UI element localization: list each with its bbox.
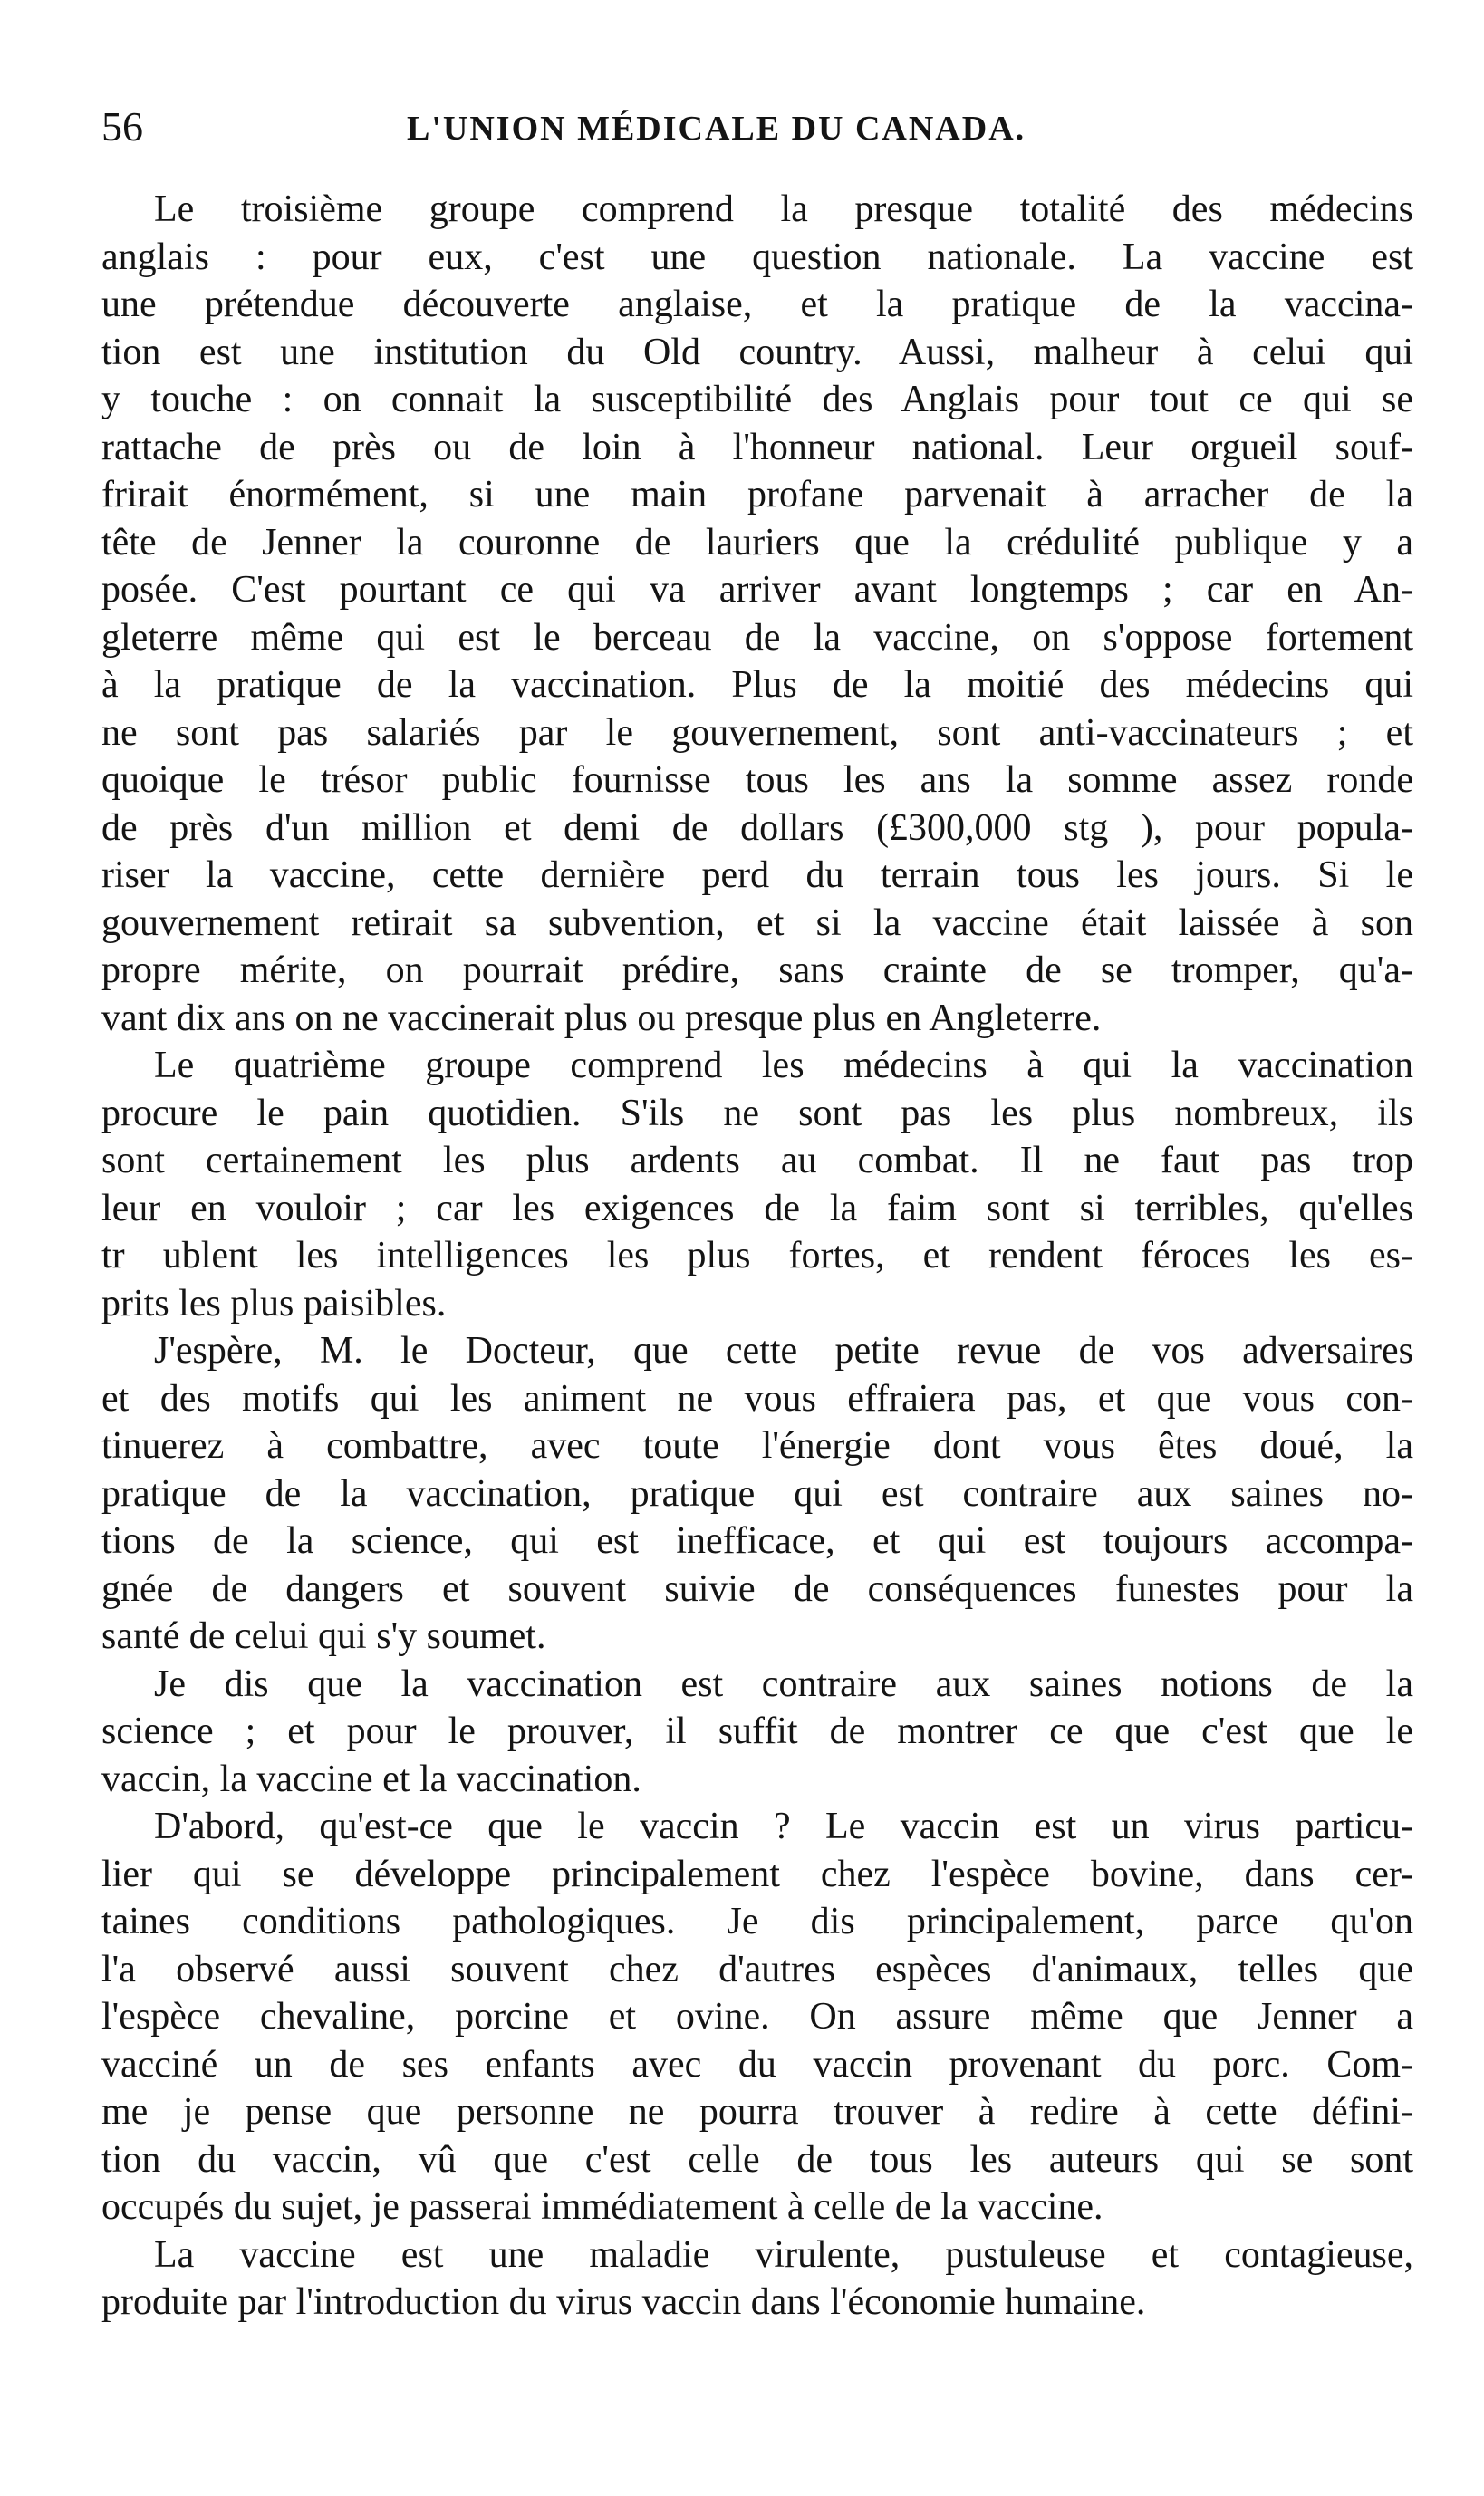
text-line: pratique de la vaccination, pratique qui est contraire aux saines no-	[101, 1472, 1413, 1515]
text-line: tête de Jenner la couronne de lauriers que la crédulité publique y a	[101, 521, 1413, 564]
text-line: tr ublent les intelligences les plus fortes, et rendent féroces les es-	[101, 1235, 1413, 1277]
text-line: et des motifs qui les animent ne vous effraiera pas, et que vous con-	[101, 1377, 1413, 1420]
text-line: prits les plus paisibles.	[101, 1282, 447, 1325]
text-line: tinuerez à combattre, avec toute l'énergie dont vous êtes doué, la	[101, 1425, 1413, 1467]
text-line: ne sont pas salariés par le gouvernement, sont anti-vaccinateurs ; et	[101, 711, 1413, 754]
text-line: sont certainement les plus ardents au combat. Il ne faut pas trop	[101, 1140, 1413, 1181]
text-line: procure le pain quotidien. S'ils ne sont pas les plus nombreux, ils	[101, 1092, 1413, 1134]
text-line: J'espère, M. le Docteur, que cette petite revue de vos adversaires	[154, 1330, 1413, 1372]
text-line: Le quatrième groupe comprend les médecins à qui la vaccination	[154, 1045, 1413, 1086]
text-line: occupés du sujet, je passerai immédiatement à celle de la vaccine.	[101, 2186, 1103, 2228]
text-line: lier qui se développe principalement chez l'espèce bovine, dans cer-	[101, 1853, 1413, 1895]
text-line: me je pense que personne ne pourra trouver à redire à cette défini-	[101, 2091, 1413, 2133]
body-text	[101, 186, 1413, 2327]
text-line: une prétendue découverte anglaise, et la pratique de la vaccina-	[101, 284, 1413, 325]
text-line: gleterre même qui est le berceau de la vaccine, on s'oppose fortement	[101, 616, 1413, 659]
text-line: riser la vaccine, cette dernière perd du terrain tous les jours. Si le	[101, 854, 1413, 896]
text-line: Je dis que la vaccination est contraire aux saines notions de la	[154, 1662, 1413, 1705]
text-line: quoique le trésor public fournisse tous les ans la somme assez ronde	[101, 759, 1413, 801]
text-line: rattache de près ou de loin à l'honneur national. Leur orgueil souf-	[101, 426, 1413, 468]
text-line: La vaccine est une maladie virulente, pustuleuse et contagieuse,	[154, 2233, 1413, 2276]
text-line: D'abord, qu'est-ce que le vaccin ? Le vaccin est un virus particu-	[154, 1806, 1413, 1847]
text-line: vaccin, la vaccine et la vaccination.	[101, 1758, 641, 1800]
text-line: leur en vouloir ; car les exigences de la faim sont si terribles, qu'elles	[101, 1187, 1413, 1229]
text-line: gouvernement retirait sa subvention, et si la vaccine était laissée à son	[101, 901, 1413, 944]
text-line: l'a observé aussi souvent chez d'autres espèces d'animaux, telles que	[101, 1948, 1413, 1990]
text-line: de près d'un million et demi de dollars (£300,000 stg ), pour popula-	[101, 806, 1413, 849]
text-line: science ; et pour le prouver, il suffit de montrer ce que c'est que le	[101, 1711, 1413, 1752]
text-line: à la pratique de la vaccination. Plus de la moitié des médecins qui	[101, 664, 1413, 706]
text-line: posée. C'est pourtant ce qui va arriver avant longtemps ; car en An-	[101, 569, 1413, 611]
running-title: L'UNION MÉDICALE DU CANADA.	[407, 110, 1026, 148]
text-line: produite par l'introduction du virus vaccin dans l'économie humaine.	[101, 2281, 1146, 2323]
text-line: taines conditions pathologiques. Je dis principalement, parce qu'on	[101, 1901, 1413, 1942]
text-line: l'espèce chevaline, porcine et ovine. On assure même que Jenner a	[101, 1996, 1413, 2038]
text-line: vant dix ans on ne vaccinerait plus ou presque plus en Angleterre.	[101, 997, 1102, 1039]
text-line: tions de la science, qui est inefficace, et qui est toujours accompa-	[101, 1520, 1413, 1562]
text-line: tion est une institution du Old country. Aussi, malheur à celui qui	[101, 331, 1413, 373]
text-line: propre mérite, on pourrait prédire, sans crainte de se tromper, qu'a-	[101, 949, 1413, 991]
text-line: y touche : on connait la susceptibilité des Anglais pour tout ce qui se	[101, 379, 1413, 420]
text-line: santé de celui qui s'y soumet.	[101, 1615, 546, 1657]
text-line: anglais : pour eux, c'est une question nationale. La vaccine est	[101, 236, 1413, 278]
text-line: vacciné un de ses enfants avec du vaccin provenant du porc. Com-	[101, 2043, 1413, 2086]
page-header	[101, 101, 1406, 156]
page-number: 56	[101, 103, 143, 149]
text-line: tion du vaccin, vû que c'est celle de tous les auteurs qui se sont	[101, 2138, 1413, 2181]
text-line: gnée de dangers et souvent suivie de conséquences funestes pour la	[101, 1567, 1413, 1610]
text-line: Le troisième groupe comprend la presque totalité des médecins	[154, 188, 1413, 230]
text-line: frirait énormément, si une main profane parvenait à arracher de la	[101, 474, 1413, 516]
